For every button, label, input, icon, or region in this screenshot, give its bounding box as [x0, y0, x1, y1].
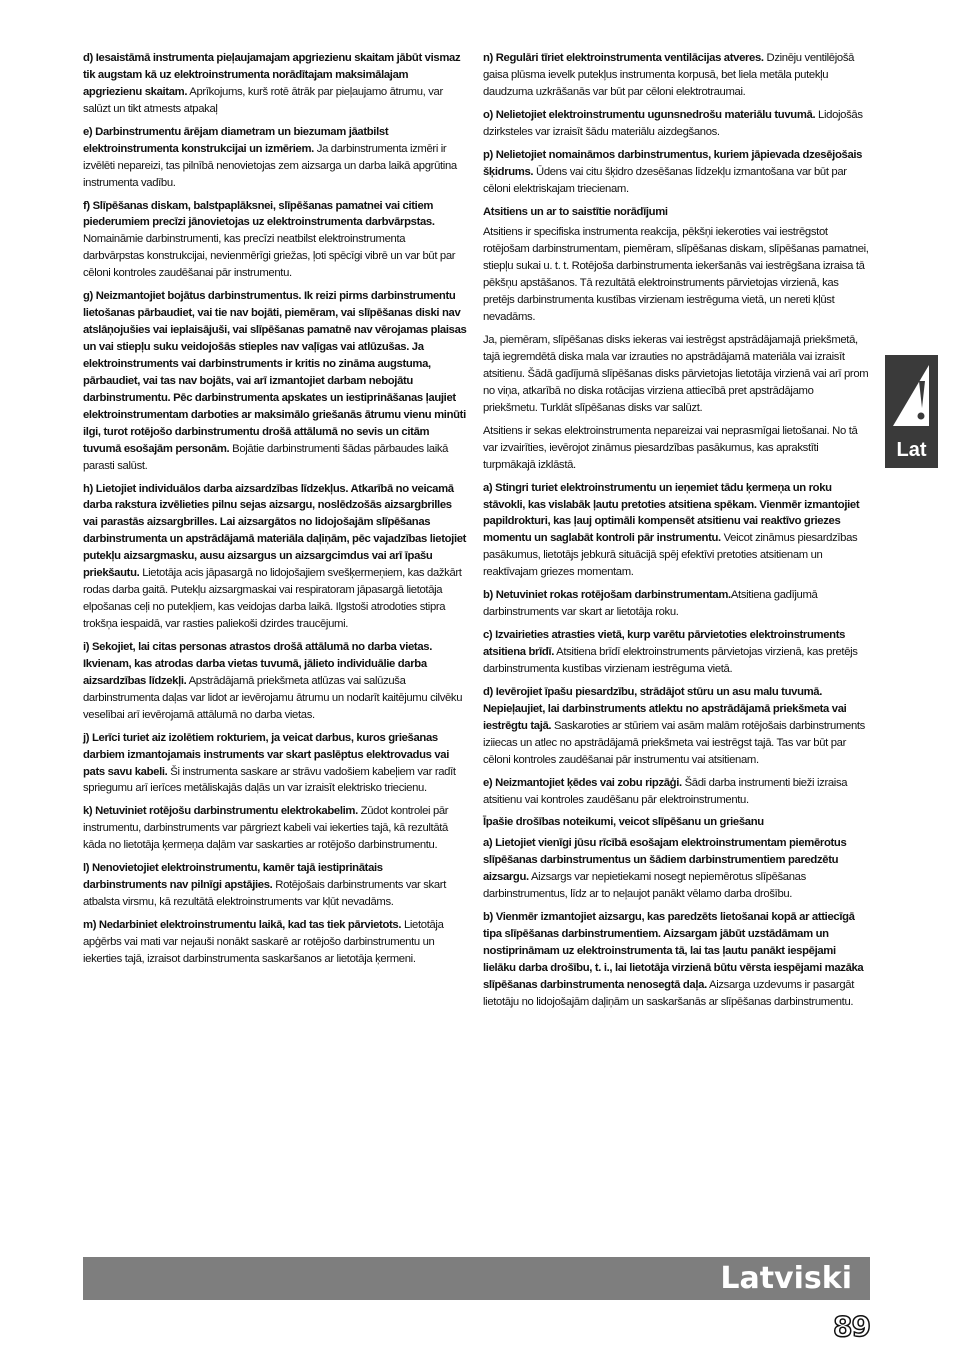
paragraph-lead: k) Netuviniet rotējošu darbinstrumentu elektrokabelim.	[83, 805, 358, 818]
paragraph	[83, 288, 469, 474]
paragraph	[483, 423, 869, 474]
paragraph-body: Lietotāja apģērbs vai mati var nejauši nonākt saskarē ar rotējošo darbinstrumentu un iekerties tajā, izraisot darbinstrumenta saskaršanos ar lietotāja ķermeni.	[83, 919, 444, 965]
right-column	[483, 50, 869, 1017]
paragraph-lead: j) Lerīci turiet aiz izolētiem rokturiem, ja veicat darbus, kuros griešanas darbiem izmantojamais instruments var skart paslēptus elektrovadus vai pats savu kabeli.	[83, 731, 450, 778]
paragraph-lead: n) Regulāri tīriet elektroinstrumenta ventilācijas atveres.	[483, 52, 764, 64]
paragraph	[483, 627, 869, 678]
paragraph-body: Šādi darba instrumenti bieži izraisa atsitienu vai kontroles zaudēšanu pār elektroinstrumentu.	[483, 776, 848, 806]
warning-icon	[889, 363, 934, 428]
paragraph-body: Ūdens vai citu šķidro dzesēšanas līdzekļu izmantošana var būt par cēloni elektriskajam triecienam.	[483, 165, 847, 195]
paragraph	[483, 909, 869, 1011]
paragraph	[83, 198, 469, 283]
footer-language-label: Latviski	[720, 1261, 852, 1296]
paragraph-lead: d) Ievērojiet īpašu piesardzību, strādājot stūru un asu malu tuvumā. Nepieļaujiet, lai darbinstruments atlektu no apstrādājamā priekšmeta vai iestrēgtu tajā.	[483, 685, 847, 732]
paragraph-lead: g) Neizmantojiet bojātus darbinstrumentus. Ik reizi pirms darbinstrumentu lietošanas pārbaudiet, vai tie nav bojāti, piemēram, vai slīpēšanas diski nav atslāņojušies vai ieplaisājuši, vai slīpēšanas pamatnē nav vērojamas plaisas un vai stiepļu suku veidojošās stieples nav vaļīgas vai atlūzušas. Ja elektroinstruments vai darbinstruments ir kritis no zināma augstuma, pārbaudiet, vai tas nav bojāts, vai arī izmantojiet darbam nebojātu darbinstrumentu. Pēc darbinstrumenta apskates un iestiprināšanas ļaujiet elektroinstrumentam darboties ar maksimālo griešanās ātrumu vienu minūti ilgi, turot rotējošo darbinstrumentu drošā attālumā no sevis un citām tuvumā esošajām personām.	[83, 290, 467, 455]
paragraph-body: Dzinēju ventilējošā gaisa plūsma ievelk putekļus instrumenta korpusā, bet liela metāla putekļu daudzuma uzkrāšanās var būt par cēloni elektrotraumai.	[483, 52, 855, 98]
paragraph-body: Apstrādājamā priekšmeta atlūzas vai salūzuša darbinstrumenta daļas var lidot ar ievērojamu ātrumu un nodarīt kaitējumu cilvēku veselībai arī ievērojamā attālumā no darba vietas.	[83, 674, 463, 721]
paragraph	[83, 481, 469, 633]
paragraph-body: Atsitiena gadījumā darbinstruments var skart ar lietotāja roku.	[483, 589, 818, 619]
paragraph-body: Ja, piemēram, slīpēšanas disks iekeras vai iestrēgst apstrādājamajā priekšmetā, tajā iegremdētā diska mala var izrauties no apstrādājamā materiāla vai izraisīt atsitienu. Šādā gadījumā slīpēšanas disks pārvietojas lietotāja virzienā vai arī prom no viņa, atkarībā no diska rotācijas virziena attiecībā pret apstrādājamo priekšmetu. Turklāt slīpēšanas disks var salūzt.	[483, 334, 869, 414]
paragraph	[483, 587, 869, 621]
paragraph	[483, 107, 869, 141]
paragraph-body: Rotējošais darbinstruments var skart atbalsta virsmu, kā rezultātā elektroinstruments var kļūt nevadāms.	[83, 879, 446, 909]
paragraph-body: Atsitiena brīdī elektroinstruments pārvietojas virzienā, kas pretējs darbinstrumenta kustības virzienam iestrēguma vietā.	[483, 646, 858, 675]
paragraph	[83, 124, 469, 192]
paragraph	[83, 803, 469, 854]
paragraph-lead: i) Sekojiet, lai citas personas atrastos drošā attālumā no darba vietas. Ikvienam, kas atrodas darba vietas tuvumā, jālieto individuālie darba aizsardzības līdzekļi.	[83, 640, 432, 687]
paragraph-body: Atsitiens ir sekas elektroinstrumenta nepareizai vai neprasmīgai lietošanai. No tā var izvairīties, ievērojot zināmus piesardzības pasākumus, kas aprakstīti turpmākajā izklāstā.	[483, 424, 858, 471]
section-heading: Īpašie drošības noteikumi, veicot slīpēšanu un griešanu	[483, 816, 764, 829]
paragraph-body: Zūdot kontrolei pār instrumentu, darbinstruments var pārgriezt kabeli vai iekerties tajā, kā rezultātā kāda no lietotāja ķermeņa daļām var saskarties ar rotējošo darbinstrumentu.	[83, 805, 449, 852]
language-tab-label: Lat	[896, 439, 927, 461]
paragraph-lead: f) Slīpēšanas diskam, balstpaplāksnei, slīpēšanas pamatnei vai citiem piederumiem precīzi jānovietojas uz elektroinstrumenta darbvārpstas.	[83, 199, 435, 229]
paragraph-body: Lietotāja acis jāpasargā no lidojošajiem svešķermeņiem, kas dažkārt rodas darba gaitā. Putekļu aizsargmaskai vai respiratoram jāpasargā lietotāja elpošanas ceļi no putekļiem, kas veidojas darba laikā. Ilgstoši atrodoties stipra trokšņa iespaidā, var rasties paliekoši dzirdes traucējumi.	[83, 567, 462, 630]
paragraph-body: Ši instrumenta saskare ar strāvu vadošiem kabeļiem var radīt spriegumu arī ierīces metāliskajās daļās un var izraisīt elektrisko triecienu.	[83, 765, 456, 795]
paragraph-lead: b) Netuviniet rokas rotējošam darbinstrumentam.	[483, 589, 731, 602]
paragraph-body: Aizsarga uzdevums ir pasargāt lietotāju no lidojošajām daļiņām un saskaršanās ar slīpēšanas darbinstrumentu.	[483, 978, 854, 1008]
paragraph-body: Ja darbinstrumenta izmēri ir izvēlēti nepareizi, tas pilnībā nenovietojas zem aizsarga un darba laikā apgrūtina instrumenta vadību.	[83, 142, 457, 189]
paragraph-lead: a) Lietojiet vienīgi jūsu rīcībā esošajam elektroinstrumentam piemērotus slīpēšanas darbinstrumentus un šādiem darbinstrumentiem paredzētu aizsargu.	[483, 837, 847, 884]
language-tab	[885, 355, 938, 468]
left-column	[83, 50, 469, 974]
paragraph-lead: p) Nelietojiet nomaināmos darbinstrumentus, kuriem jāpievada dzesējošais šķidrums.	[483, 148, 863, 178]
paragraph-body: Bojātie darbinstrumenti šādas pārbaudes laikā parasti salūst.	[83, 442, 449, 472]
paragraph-body: Veicot zināmus piesardzības pasākumus, lietotājs jebkurā situācijā spēj efektīvi pretoties atsitienam un reaktīvajam griezes momentam.	[483, 532, 858, 579]
paragraph-lead: c) Izvairieties atrasties vietā, kurp varētu pārvietoties elektroinstruments atsitiena brīdī.	[483, 629, 846, 658]
paragraph	[483, 684, 869, 769]
paragraph	[483, 480, 869, 582]
paragraph	[483, 147, 869, 198]
paragraph-lead: m) Nedarbiniet elektroinstrumentu laikā, kad tas tiek pārvietots.	[83, 919, 402, 931]
paragraph-body: Nomaināmie darbinstrumenti, kas precīzi neatbilst elektroinstrumenta darbvārpstas konstrukcijai, nevienmērīgi griežas, ļoti spēcīgi vibrē un var būt par cēloni kontroles zaudēšanai pār instrumentu.	[83, 233, 456, 280]
page-number: 89	[833, 1310, 870, 1343]
paragraph	[483, 224, 869, 326]
section-heading: Atsitiens un ar to saistītie norādījumi	[483, 205, 668, 218]
paragraph-lead: b) Vienmēr izmantojiet aizsargu, kas paredzēts lietošanai kopā ar attiecīgā tipa slīpēšanas darbinstrumentiem. Aizsargam jābūt uzstādāmam un nostiprināmam uz elektroinstrumenta tā, lai tas ļautu panākt iespējami lielāku darba drošību, t. i., lai lietotāja virzienā būtu vērsta iespējami mazāka slīpēšanas darbinstrumenta nenosegtā daļa.	[483, 911, 864, 991]
paragraph-body: Saskaroties ar stūriem vai asām malām rotējošais darbinstruments iziiecas un atlec no apstrādājamā priekšmeta vai iestrēgst tajā. Tas var būt par cēloni kontroles zaudēšanai pār instrumentu vai atsitienam.	[483, 719, 865, 766]
paragraph	[483, 835, 869, 903]
paragraph-lead: o) Nelietojiet elektroinstrumentu ugunsnedrošu materiālu tuvumā.	[483, 108, 816, 121]
paragraph-body: Aizsargs var nepietiekami nosegt nepiemērotus slīpēšanas darbinstrumentus, līdz ar to neļaujot panākt vēlamo darba drošību.	[483, 871, 806, 901]
paragraph	[83, 860, 469, 911]
paragraph	[83, 730, 469, 798]
paragraph-lead: l) Nenovietojiet elektroinstrumentu, kamēr tajā iestiprinātais darbinstruments nav pilnīgi apstājies.	[83, 862, 383, 892]
paragraph-body: Atsitiens ir specifiska instrumenta reakcija, pēkšņi iekeroties vai iestrēgstot rotējošam darbinstrumentam, piemēram, slīpēšanas diskam, slīpēšanas pamatnei, stiepļu sukai u. t. t. Rotējoša darbinstrumenta iekeršanās vai iestrēgšana izraisa tā pēkšņu apstāšanos. Tā rezultātā elektroinstruments pārvietojas virzienā, kas pretējs darbinstrumenta kustības virzienam iestrēguma vietā, un nereti kļūst nevadāms.	[483, 226, 869, 324]
paragraph	[83, 50, 469, 118]
paragraph	[83, 639, 469, 724]
paragraph-lead: h) Lietojiet individuālos darba aizsardzības līdzekļus. Atkarībā no veicamā darba rakstura izvēlieties pilnu sejas aizsargu, noslēdzošās aizsargbrilles vai parastās aizsargbrilles. Lai aizsargātos no lidojošajām slīpēšanas darbinstrumenta un apstrādājamā materiāla daļiņām, pēc vajadzības lietojiet putekļu aizsargmasku, ausu aizsargus un aizsargcimdus vai arī īpašu priekšautu.	[83, 482, 467, 580]
paragraph	[83, 917, 469, 968]
footer-language-bar	[83, 1257, 870, 1300]
paragraph-lead: d) Iesaistāmā instrumenta pieļaujamajam apgriezienu skaitam jābūt vismaz tik augstam kā uz elektroinstrumenta norādītajam maksimālajam apgriezienu skaitam.	[83, 52, 461, 98]
paragraph-lead: a) Stingri turiet elektroinstrumentu un ieņemiet tādu ķermeņa un roku stāvokli, kas vislabāk ļautu pretoties atsitiena spēkam. Vienmēr izmantojiet papildrokturi, kas ļauj optimāli kompensēt atsitienu vai reaktīvo griezes momentu un saglabāt kontroli pār instrumentu.	[483, 481, 860, 545]
paragraph-lead: e) Neizmantojiet ķēdes vai zobu ripzāģi.	[483, 776, 682, 789]
paragraph-lead: e) Darbinstrumentu ārējam diametram un biezumam jāatbilst elektroinstrumenta konstrukcijai un izmēriem.	[83, 125, 389, 155]
paragraph	[483, 775, 869, 809]
paragraph-body: Lidojošās dzirksteles var izraisīt šādu materiālu aizdegšanos.	[483, 108, 863, 138]
paragraph	[483, 50, 869, 101]
paragraph	[483, 332, 869, 417]
paragraph-body: Aprīkojums, kurš rotē ātrāk par pieļaujamo ātrumu, var salūzt un tikt atmests atpakaļ	[83, 85, 443, 115]
